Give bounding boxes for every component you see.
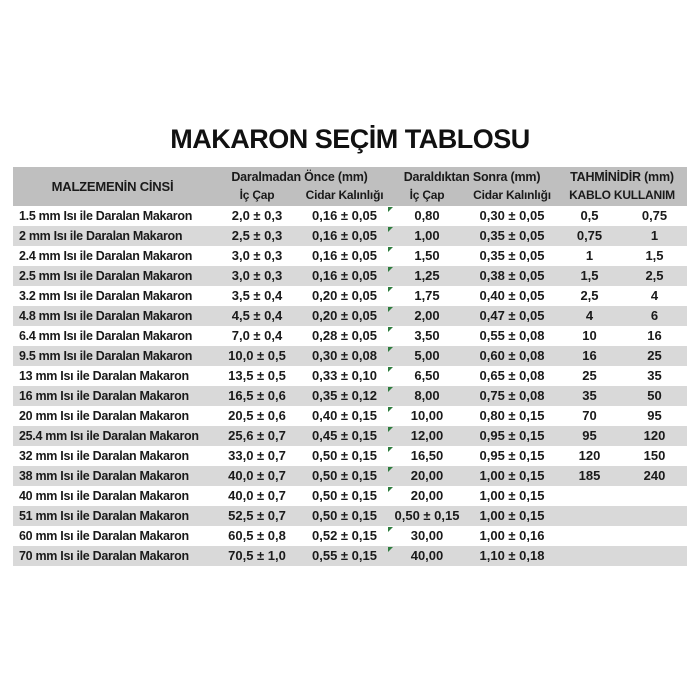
cell-wall-thickness-after: 0,38 ± 0,05: [479, 268, 545, 283]
cell-inner-diameter-before: 3,0 ± 0,3: [231, 268, 283, 283]
cell-inner-diameter-before: 13,5 ± 0,5: [228, 368, 286, 383]
subheader-inner-diameter-before: İç Çap: [239, 188, 275, 202]
page-title: MAKARON SEÇİM TABLOSU: [170, 124, 530, 154]
cell-cable-usage-max: 4: [650, 288, 659, 303]
cell-inner-diameter-after: [387, 446, 467, 466]
cell-wall-thickness-before: 0,16 ± 0,05: [312, 208, 377, 223]
cell-wall-thickness-before: 0,28 ± 0,05: [312, 328, 377, 343]
cell-cable-usage-max: 25: [647, 348, 662, 363]
cell-inner-diameter-after-value: 16,50: [410, 448, 444, 463]
cell-cable-usage-max: 35: [647, 368, 662, 383]
table-body: [13, 206, 687, 566]
cell-cable-usage-min: 120: [578, 448, 601, 463]
cell-material-name: 1.5 mm Isı ile Daralan Makaron: [19, 209, 193, 223]
cell-inner-diameter-after: [387, 466, 467, 486]
excel-error-indicator-icon: [388, 447, 393, 452]
cell-inner-diameter-after-value: 12,00: [410, 428, 444, 443]
cell-inner-diameter-before: 10,0 ± 0,5: [228, 348, 286, 363]
cell-inner-diameter-before: 7,0 ± 0,4: [231, 328, 283, 343]
cell-material-name: 6.4 mm Isı ile Daralan Makaron: [19, 329, 193, 343]
cell-material-name: 2.4 mm Isı ile Daralan Makaron: [19, 249, 193, 263]
cell-wall-thickness-after: 0,40 ± 0,05: [479, 288, 545, 303]
cell-wall-thickness-before: 0,33 ± 0,10: [312, 368, 377, 383]
cell-inner-diameter-after-value: 2,00: [414, 308, 440, 323]
table-row: [13, 426, 687, 446]
cell-cable-usage-min: 185: [578, 468, 601, 483]
cell-material-name: 3.2 mm Isı ile Daralan Makaron: [19, 289, 193, 303]
cell-inner-diameter-before: 40,0 ± 0,7: [228, 468, 286, 483]
cell-inner-diameter-after: [387, 206, 467, 226]
table-row: [13, 386, 687, 406]
group-label-before-shrink: Daralmadan Önce (mm): [231, 170, 368, 184]
cell-inner-diameter-before: 52,5 ± 0,7: [228, 508, 286, 523]
cell-material-name: 16 mm Isı ile Daralan Makaron: [19, 389, 189, 403]
cell-cable-usage-max: 120: [643, 428, 666, 443]
table-row: [13, 286, 687, 306]
cell-inner-diameter-after-value: 1,50: [414, 248, 440, 263]
table-row: [13, 246, 687, 266]
table-row: [13, 446, 687, 466]
cell-inner-diameter-after: [387, 386, 467, 406]
cell-inner-diameter-before: 2,0 ± 0,3: [231, 208, 283, 223]
header-group-estimated: [557, 167, 687, 206]
group-label-estimated: TAHMİNİDİR (mm): [570, 170, 674, 184]
cell-inner-diameter-after-value: 3,50: [414, 328, 440, 343]
cell-wall-thickness-before: 0,16 ± 0,05: [312, 228, 377, 243]
excel-error-indicator-icon: [388, 407, 393, 412]
cell-inner-diameter-after: [387, 526, 467, 546]
cell-cable-usage-max: 1: [650, 228, 659, 243]
cell-cable-usage-min: 1,5: [580, 268, 599, 283]
cell-wall-thickness-after: 1,00 ± 0,16: [479, 528, 545, 543]
table-row: [13, 346, 687, 366]
cell-inner-diameter-after: [387, 306, 467, 326]
cell-inner-diameter-after: [387, 366, 467, 386]
cell-inner-diameter-after: [387, 246, 467, 266]
column-header-material-type: MALZEMENİN CİNSİ: [51, 179, 174, 194]
table-row: [13, 466, 687, 486]
cell-wall-thickness-before: 0,20 ± 0,05: [312, 308, 377, 323]
excel-error-indicator-icon: [388, 367, 393, 372]
cell-inner-diameter-after: [387, 426, 467, 446]
cell-cable-usage-min: 25: [582, 368, 597, 383]
cell-cable-usage-min: [557, 526, 622, 546]
subheader-wall-thickness-before: Cidar Kalınlığı: [305, 188, 384, 202]
cell-inner-diameter-after-value: 10,00: [410, 408, 444, 423]
excel-error-indicator-icon: [388, 347, 393, 352]
excel-error-indicator-icon: [388, 467, 393, 472]
cell-cable-usage-max: 16: [647, 328, 662, 343]
subheader-wall-thickness-after: Cidar Kalınlığı: [473, 188, 551, 202]
cell-material-name: 40 mm Isı ile Daralan Makaron: [19, 489, 189, 503]
table-header: [13, 167, 687, 206]
cell-inner-diameter-after: [387, 326, 467, 346]
cell-inner-diameter-after: [387, 546, 467, 566]
cell-cable-usage-max: 1,5: [645, 248, 664, 263]
cell-wall-thickness-after: 0,47 ± 0,05: [479, 308, 545, 323]
cell-inner-diameter-after-value: 40,00: [410, 548, 444, 563]
cell-wall-thickness-before: 0,16 ± 0,05: [312, 248, 377, 263]
cell-inner-diameter-after-value: 6,50: [414, 368, 440, 383]
cell-inner-diameter-before: 25,6 ± 0,7: [228, 428, 286, 443]
group-label-after-shrink: Daraldıktan Sonra (mm): [403, 170, 541, 184]
table-row: [13, 226, 687, 246]
cell-inner-diameter-before: 16,5 ± 0,6: [228, 388, 286, 403]
cell-cable-usage-max: 95: [647, 408, 662, 423]
cell-inner-diameter-after-value: 1,75: [414, 288, 440, 303]
table-row: [13, 306, 687, 326]
excel-error-indicator-icon: [388, 527, 393, 532]
excel-error-indicator-icon: [388, 287, 393, 292]
cell-cable-usage-max: [622, 486, 687, 506]
excel-error-indicator-icon: [388, 387, 393, 392]
table-row: [13, 266, 687, 286]
cell-inner-diameter-after-value: 1,25: [414, 268, 440, 283]
cell-wall-thickness-before: 0,50 ± 0,15: [312, 468, 377, 483]
cell-inner-diameter-after: [387, 286, 467, 306]
cell-material-name: 60 mm Isı ile Daralan Makaron: [19, 529, 189, 543]
cell-wall-thickness-before: 0,55 ± 0,15: [312, 548, 377, 563]
cell-material-name: 70 mm Isı ile Daralan Makaron: [19, 549, 189, 563]
cell-inner-diameter-after: [387, 226, 467, 246]
cell-cable-usage-max: [622, 506, 687, 526]
excel-error-indicator-icon: [388, 327, 393, 332]
cell-inner-diameter-before: 60,5 ± 0,8: [228, 528, 286, 543]
makaron-selection-table: [13, 167, 687, 566]
cell-wall-thickness-before: 0,30 ± 0,08: [312, 348, 377, 363]
cell-wall-thickness-after: 0,75 ± 0,08: [479, 388, 545, 403]
cell-material-name: 2 mm Isı ile Daralan Makaron: [19, 229, 183, 243]
cell-cable-usage-min: 95: [582, 428, 597, 443]
cell-wall-thickness-before: 0,50 ± 0,15: [312, 488, 377, 503]
excel-error-indicator-icon: [388, 227, 393, 232]
cell-material-name: 51 mm Isı ile Daralan Makaron: [19, 509, 189, 523]
cell-cable-usage-min: 10: [582, 328, 597, 343]
table-row: [13, 546, 687, 566]
header-group-before-shrink: [212, 167, 387, 206]
cell-wall-thickness-before: 0,50 ± 0,15: [312, 508, 377, 523]
cell-inner-diameter-before: 3,5 ± 0,4: [231, 288, 283, 303]
excel-error-indicator-icon: [388, 547, 393, 552]
cell-cable-usage-min: [557, 506, 622, 526]
cell-wall-thickness-before: 0,35 ± 0,12: [312, 388, 377, 403]
cell-cable-usage-min: 2,5: [580, 288, 599, 303]
cell-wall-thickness-before: 0,45 ± 0,15: [312, 428, 377, 443]
cell-cable-usage-max: [622, 526, 687, 546]
cell-wall-thickness-after: 0,60 ± 0,08: [479, 348, 545, 363]
table-row: [13, 206, 687, 226]
cell-inner-diameter-after: [387, 346, 467, 366]
cell-cable-usage-max: 0,75: [641, 208, 668, 223]
cell-inner-diameter-before: 2,5 ± 0,3: [231, 228, 283, 243]
cell-inner-diameter-after: [387, 486, 467, 506]
cell-cable-usage-max: 50: [647, 388, 662, 403]
cell-inner-diameter-after-value: 5,00: [414, 348, 440, 363]
cell-wall-thickness-after: 0,95 ± 0,15: [479, 448, 545, 463]
cell-wall-thickness-after: 1,00 ± 0,15: [479, 508, 545, 523]
cell-cable-usage-min: 35: [582, 388, 597, 403]
cell-inner-diameter-after-value: 20,00: [410, 468, 444, 483]
cell-inner-diameter-before: 40,0 ± 0,7: [228, 488, 286, 503]
cell-cable-usage-min: 70: [582, 408, 597, 423]
cell-material-name: 38 mm Isı ile Daralan Makaron: [19, 469, 189, 483]
table-row: [13, 406, 687, 426]
cell-cable-usage-max: 2,5: [645, 268, 664, 283]
cell-material-name: 13 mm Isı ile Daralan Makaron: [19, 369, 189, 383]
cell-wall-thickness-after: 1,10 ± 0,18: [479, 548, 545, 563]
cell-cable-usage-max: 6: [650, 308, 659, 323]
cell-material-name: 32 mm Isı ile Daralan Makaron: [19, 449, 189, 463]
cell-wall-thickness-after: 0,35 ± 0,05: [479, 248, 545, 263]
cell-inner-diameter-after-value: 0,50 ± 0,15: [394, 508, 460, 523]
cell-wall-thickness-after: 1,00 ± 0,15: [479, 468, 545, 483]
cell-cable-usage-min: [557, 486, 622, 506]
cell-inner-diameter-after-value: 20,00: [410, 488, 444, 503]
cell-inner-diameter-before: 70,5 ± 1,0: [228, 548, 286, 563]
cell-inner-diameter-before: 20,5 ± 0,6: [228, 408, 286, 423]
cell-inner-diameter-before: 4,5 ± 0,4: [231, 308, 283, 323]
cell-material-name: 9.5 mm Isı ile Daralan Makaron: [19, 349, 193, 363]
cell-wall-thickness-after: 0,35 ± 0,05: [479, 228, 545, 243]
header-group-after-shrink: [387, 167, 557, 206]
cell-material-name: 2.5 mm Isı ile Daralan Makaron: [19, 269, 193, 283]
cell-cable-usage-min: [557, 546, 622, 566]
cell-cable-usage-min: 0,5: [580, 208, 599, 223]
excel-error-indicator-icon: [388, 247, 393, 252]
cell-wall-thickness-before: 0,50 ± 0,15: [312, 448, 377, 463]
table-row: [13, 366, 687, 386]
excel-error-indicator-icon: [388, 487, 393, 492]
cell-wall-thickness-after: 1,00 ± 0,15: [479, 488, 545, 503]
table-row: [13, 486, 687, 506]
cell-cable-usage-min: 16: [582, 348, 597, 363]
cell-cable-usage-min: 1: [585, 248, 594, 263]
subheader-cable-usage: KABLO KULLANIM: [569, 188, 675, 202]
cell-wall-thickness-after: 0,30 ± 0,05: [479, 208, 545, 223]
excel-error-indicator-icon: [388, 307, 393, 312]
table-row: [13, 526, 687, 546]
cell-inner-diameter-after-value: 0,80: [414, 208, 440, 223]
cell-material-name: 4.8 mm Isı ile Daralan Makaron: [19, 309, 193, 323]
excel-error-indicator-icon: [388, 267, 393, 272]
table-row: [13, 326, 687, 346]
subheader-inner-diameter-after: İç Çap: [409, 188, 445, 202]
cell-wall-thickness-before: 0,52 ± 0,15: [312, 528, 377, 543]
cell-cable-usage-min: 0,75: [576, 228, 603, 243]
cell-wall-thickness-before: 0,16 ± 0,05: [312, 268, 377, 283]
cell-wall-thickness-after: 0,65 ± 0,08: [479, 368, 545, 383]
cell-wall-thickness-before: 0,20 ± 0,05: [312, 288, 377, 303]
cell-inner-diameter-after: [387, 506, 467, 526]
cell-wall-thickness-after: 0,95 ± 0,15: [479, 428, 545, 443]
table-row: [13, 506, 687, 526]
cell-wall-thickness-after: 0,80 ± 0,15: [479, 408, 545, 423]
cell-inner-diameter-after: [387, 266, 467, 286]
cell-wall-thickness-after: 0,55 ± 0,08: [479, 328, 545, 343]
cell-material-name: 25.4 mm Isı ile Daralan Makaron: [19, 429, 199, 443]
cell-cable-usage-max: 150: [643, 448, 666, 463]
cell-cable-usage-min: 4: [585, 308, 594, 323]
cell-cable-usage-max: 240: [643, 468, 666, 483]
cell-material-name: 20 mm Isı ile Daralan Makaron: [19, 409, 189, 423]
cell-inner-diameter-after-value: 30,00: [410, 528, 444, 543]
cell-inner-diameter-before: 3,0 ± 0,3: [231, 248, 283, 263]
cell-inner-diameter-after: [387, 406, 467, 426]
excel-error-indicator-icon: [388, 427, 393, 432]
cell-inner-diameter-before: 33,0 ± 0,7: [228, 448, 286, 463]
excel-error-indicator-icon: [388, 207, 393, 212]
cell-inner-diameter-after-value: 8,00: [414, 388, 440, 403]
cell-wall-thickness-before: 0,40 ± 0,15: [312, 408, 377, 423]
cell-inner-diameter-after-value: 1,00: [414, 228, 440, 243]
cell-cable-usage-max: [622, 546, 687, 566]
